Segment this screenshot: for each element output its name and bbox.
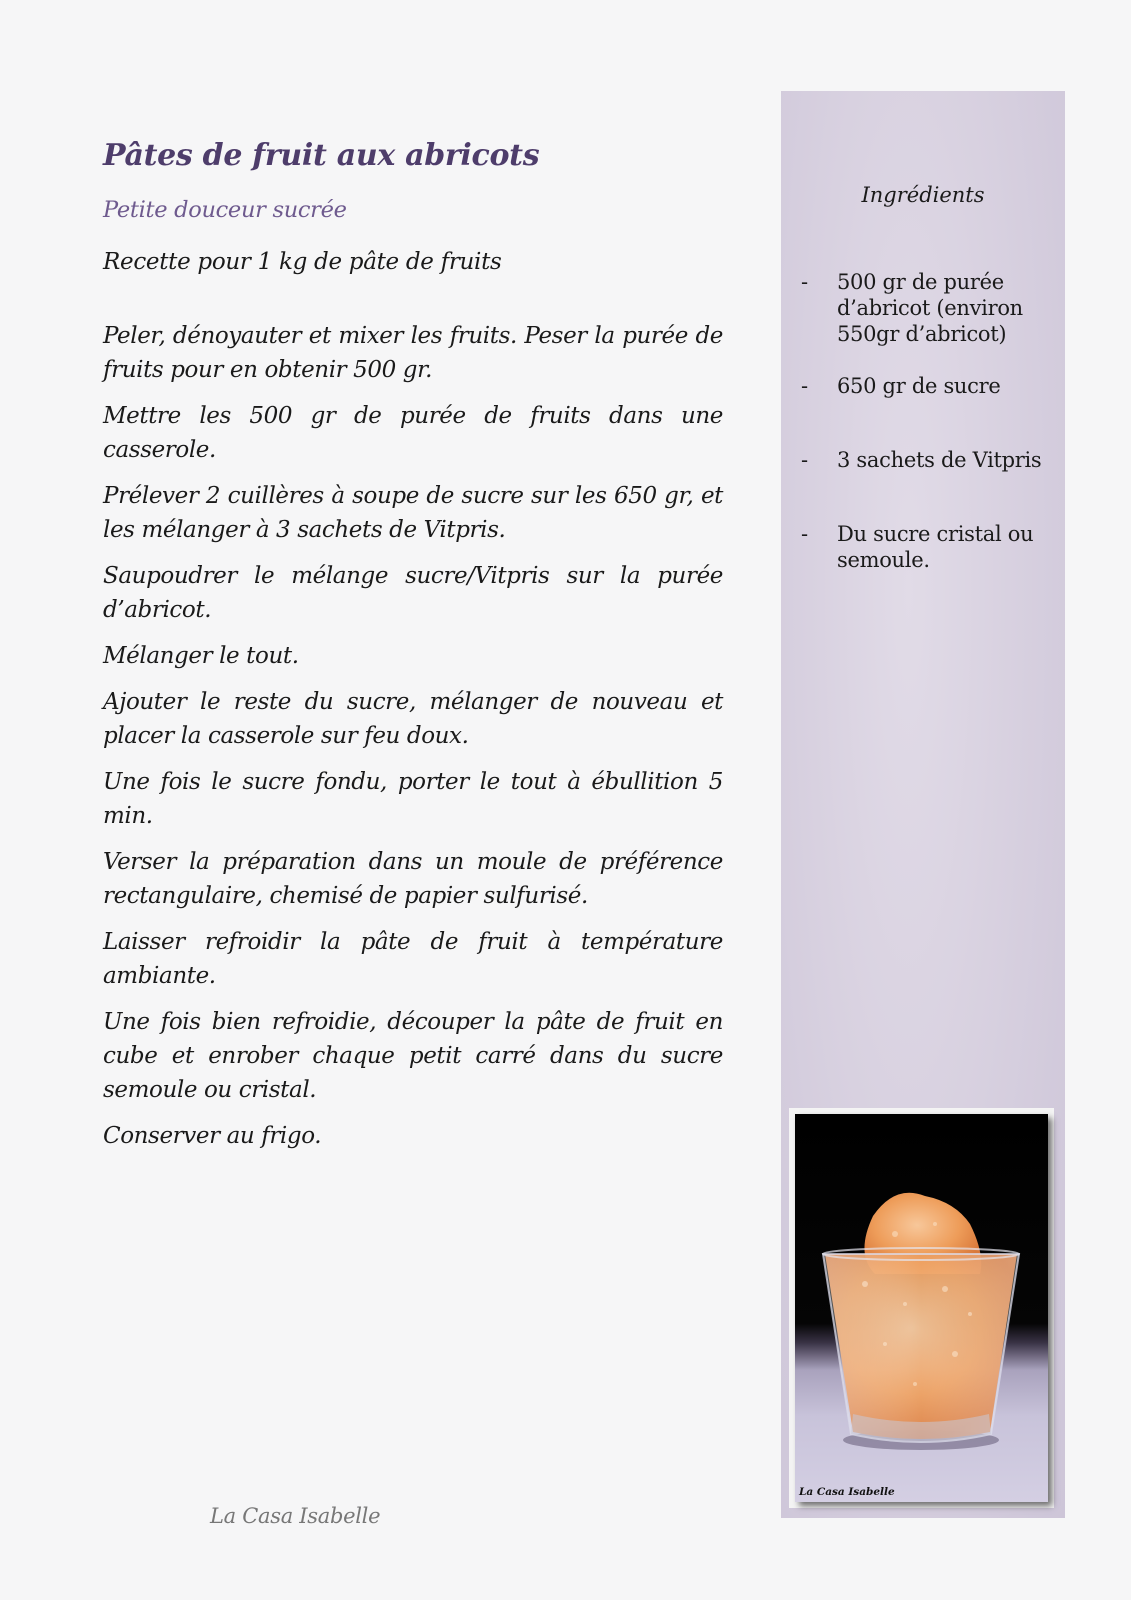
recipe-yield: Recette pour 1 kg de pâte de fruits	[103, 249, 502, 275]
recipe-steps	[103, 319, 723, 1153]
photo-caption: La Casa Isabelle	[799, 1486, 895, 1498]
recipe-step: Conserver au frigo.	[103, 1123, 322, 1149]
dessert-photo	[795, 1114, 1048, 1502]
recipe-main-column	[103, 138, 723, 1165]
recipe-step: Ajouter le reste du sucre, mélanger de nouveau et placer la casserole sur feu doux.	[103, 689, 723, 749]
footer-signature: La Casa Isabelle	[210, 1504, 381, 1528]
ingredient-item	[801, 521, 1051, 573]
recipe-step: Mélanger le tout.	[103, 643, 299, 669]
glass-of-fruit-jellies-illustration	[795, 1114, 1048, 1502]
photo-frame	[789, 1108, 1054, 1508]
bullet-dash: -	[801, 522, 809, 546]
ingredient-text: 650 gr de sucre	[837, 374, 1001, 398]
ingredient-item	[801, 373, 1051, 399]
ingredient-text: Du sucre cristal ou semoule.	[837, 522, 1034, 572]
recipe-title: Pâtes de fruit aux abricots	[103, 138, 540, 173]
recipe-step: Une fois le sucre fondu, porter le tout à ébullition 5 min.	[103, 769, 723, 829]
recipe-step: Mettre les 500 gr de purée de fruits dans une casserole.	[103, 403, 723, 463]
recipe-step: Prélever 2 cuillères à soupe de sucre sur les 650 gr, et les mélanger à 3 sachets de Vitpris.	[103, 483, 723, 543]
bullet-dash: -	[801, 448, 809, 472]
bullet-dash: -	[801, 270, 809, 294]
recipe-subtitle: Petite douceur sucrée	[103, 197, 347, 223]
ingredient-item	[801, 447, 1051, 473]
bullet-dash: -	[801, 374, 809, 398]
recipe-step: Saupoudrer le mélange sucre/Vitpris sur la purée d’abricot.	[103, 563, 723, 623]
ingredient-item	[801, 269, 1051, 347]
ingredients-title: Ingrédients	[861, 183, 985, 207]
ingredients-list	[801, 269, 1051, 573]
recipe-step: Peler, dénoyauter et mixer les fruits. Peser la purée de fruits pour en obtenir 500 gr.	[103, 323, 723, 383]
ingredients-sidebar	[781, 91, 1065, 1518]
recipe-step: Verser la préparation dans un moule de préférence rectangulaire, chemisé de papier sulfurisé.	[103, 849, 723, 909]
recipe-step: Une fois bien refroidie, découper la pâte de fruit en cube et enrober chaque petit carré dans du sucre semoule ou cristal.	[103, 1009, 723, 1103]
ingredient-text: 500 gr de purée d’abricot (environ 550gr d’abricot)	[837, 270, 1023, 346]
recipe-step: Laisser refroidir la pâte de fruit à température ambiante.	[103, 929, 723, 989]
ingredient-text: 3 sachets de Vitpris	[837, 448, 1042, 472]
